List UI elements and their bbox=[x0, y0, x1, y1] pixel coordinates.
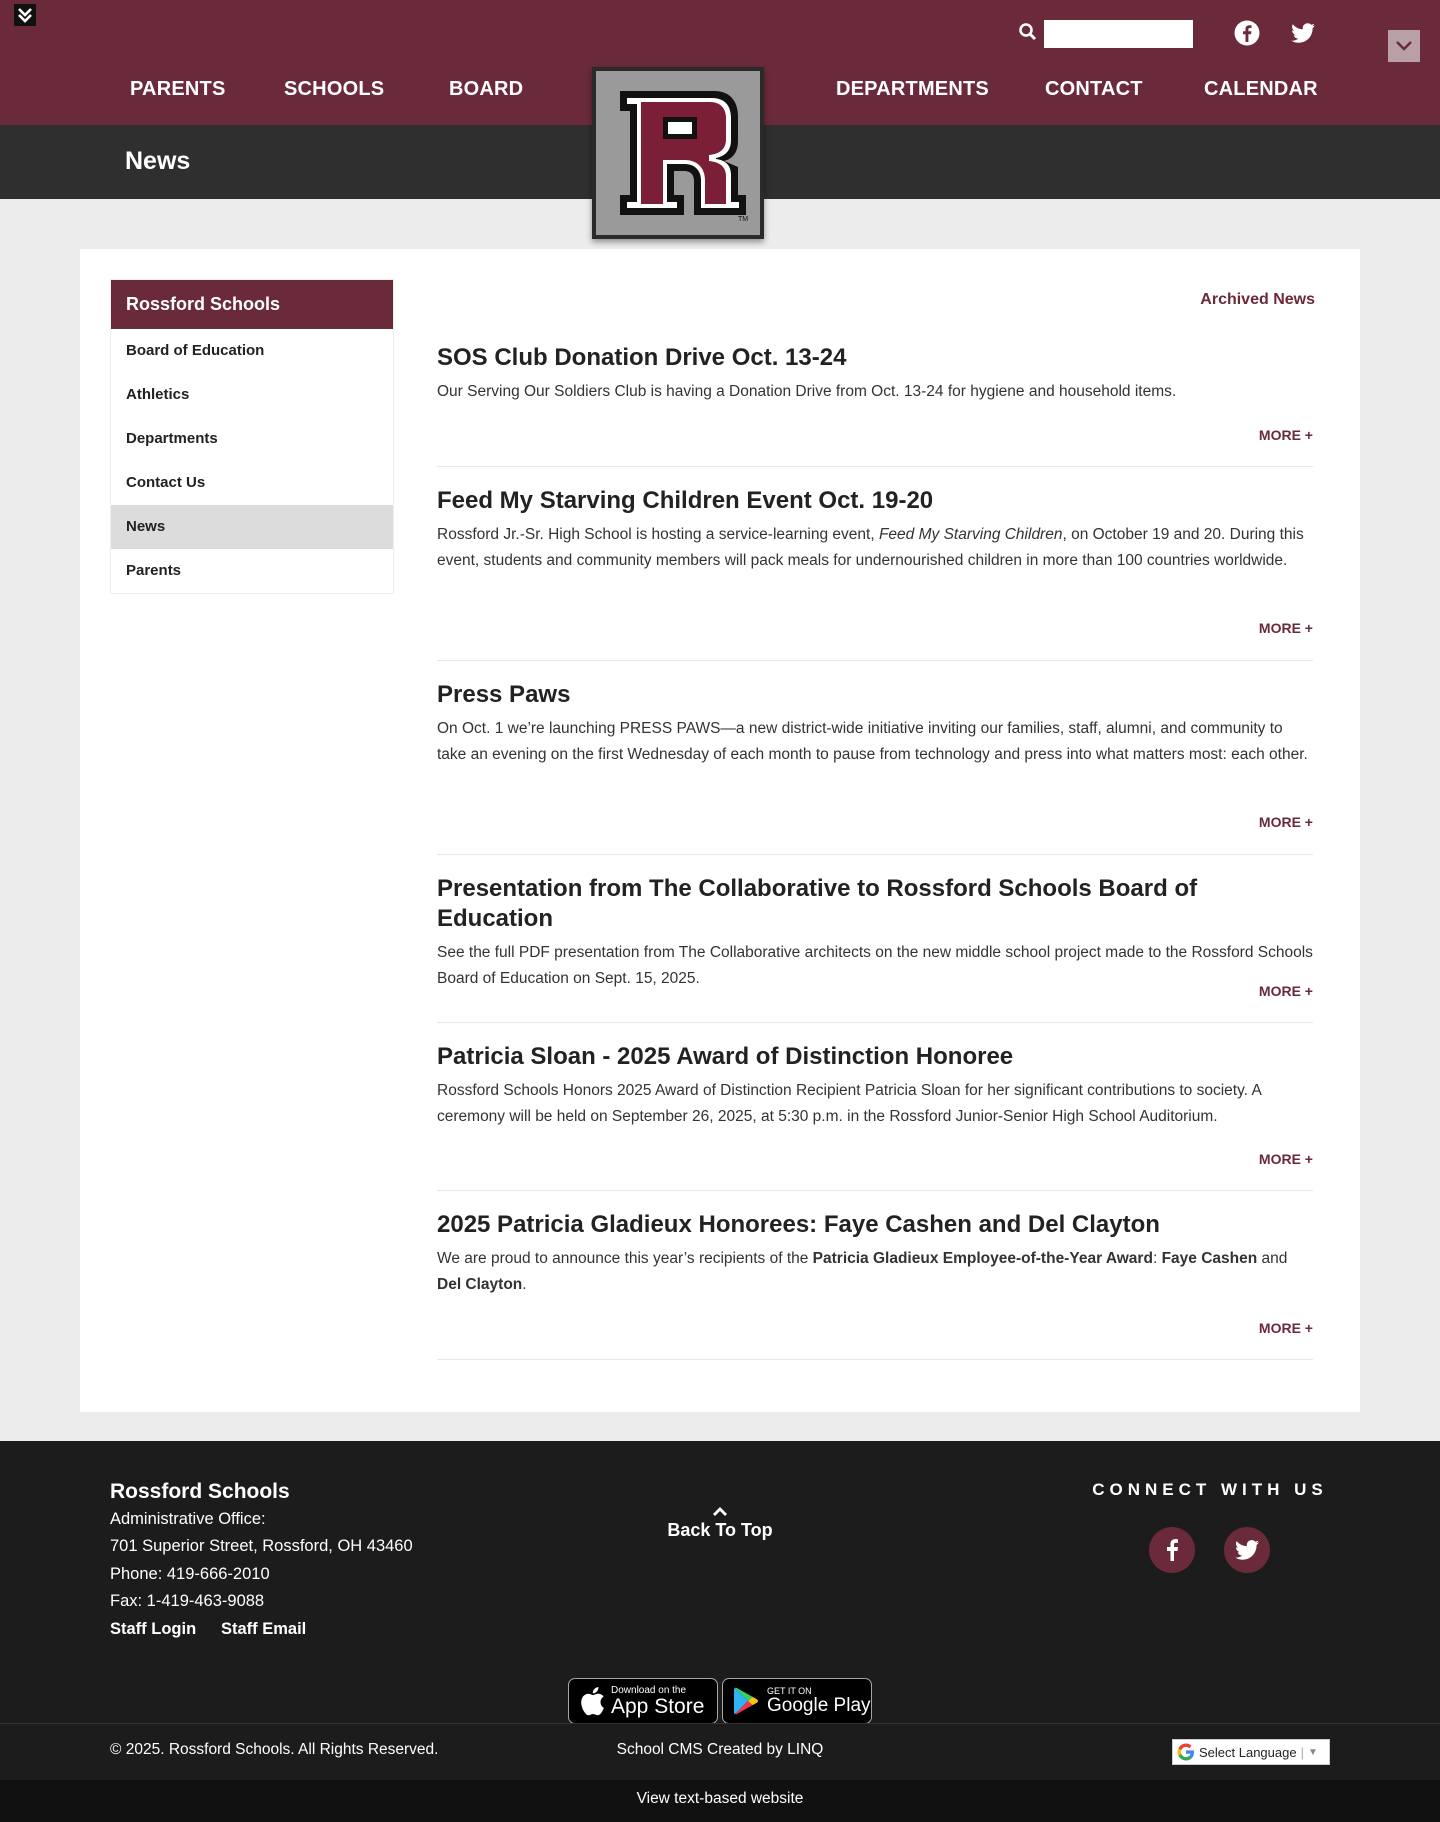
footer-phone: Phone: 419-666-2010 bbox=[110, 1565, 270, 1583]
dropdown-divider: | bbox=[1300, 1744, 1304, 1760]
news-title[interactable]: Presentation from The Collaborative to Rossford Schools Board of Education bbox=[437, 875, 1198, 932]
google-play-button[interactable] bbox=[722, 1678, 872, 1724]
sidebar-item-contact-us[interactable]: Contact Us bbox=[126, 474, 206, 491]
news-item bbox=[437, 874, 1313, 1023]
more-link[interactable]: MORE + bbox=[1258, 983, 1313, 999]
footer-fax: Fax: 1-419-463-9088 bbox=[110, 1592, 265, 1610]
news-item bbox=[437, 343, 1313, 467]
twitter-icon bbox=[1235, 1540, 1259, 1560]
language-select-label: Select Language bbox=[1199, 1744, 1297, 1760]
cms-credit-link[interactable]: School CMS Created by LINQ bbox=[616, 1741, 824, 1758]
archived-news-link[interactable]: Archived News bbox=[1200, 291, 1315, 308]
footer-school-name: Rossford Schools bbox=[110, 1480, 290, 1503]
news-title[interactable]: 2025 Patricia Gladieux Honorees: Faye Cashen and Del Clayton bbox=[437, 1211, 1160, 1238]
apple-icon bbox=[579, 1686, 605, 1716]
news-item bbox=[437, 486, 1313, 661]
nav-contact[interactable]: CONTACT bbox=[1045, 78, 1143, 100]
news-summary: See the full PDF presentation from The Collaborative architects on the new middle school project made to the Rossford Schools Board of Education on Sept. 15, 2025. bbox=[437, 944, 1313, 987]
search-input[interactable] bbox=[1044, 20, 1193, 48]
sidebar-item-departments[interactable]: Departments bbox=[126, 430, 218, 447]
chevron-up-icon bbox=[711, 1505, 729, 1517]
more-link[interactable]: MORE + bbox=[1258, 1151, 1313, 1167]
back-to-top-label: Back To Top bbox=[667, 1520, 773, 1540]
nav-departments[interactable]: DEPARTMENTS bbox=[836, 78, 989, 100]
staff-login-link[interactable]: Staff Login bbox=[110, 1620, 197, 1638]
sidebar-nav bbox=[110, 279, 394, 594]
rossford-logo[interactable] bbox=[592, 67, 764, 239]
news-title[interactable]: Patricia Sloan - 2025 Award of Distinction Honoree bbox=[437, 1043, 1014, 1070]
connect-heading: CONNECT WITH US bbox=[1092, 1480, 1328, 1499]
more-link[interactable]: MORE + bbox=[1258, 427, 1313, 443]
facebook-icon bbox=[1165, 1539, 1179, 1561]
news-summary: Our Serving Our Soldiers Club is having a Donation Drive from Oct. 13-24 for hygiene and household items. bbox=[437, 383, 1177, 400]
app-store-button[interactable] bbox=[568, 1678, 718, 1724]
more-link[interactable]: MORE + bbox=[1258, 1320, 1313, 1336]
facebook-icon[interactable] bbox=[1232, 18, 1262, 48]
sidebar-item-parents[interactable]: Parents bbox=[126, 562, 182, 579]
google-g-icon bbox=[1177, 1743, 1195, 1761]
menu-dropdown-button[interactable] bbox=[1388, 30, 1420, 62]
skip-to-content-button[interactable] bbox=[14, 4, 36, 26]
news-summary: Rossford Jr.-Sr. High School is hosting a service-learning event, Feed My Starving Children, on October 19 and 20. During this event, students and community members will pack meals for undernourished children in more than 100 countries worldwide. bbox=[437, 526, 1304, 569]
sidebar-item-news[interactable]: News bbox=[111, 505, 393, 549]
news-title[interactable]: Feed My Starving Children Event Oct. 19-20 bbox=[437, 487, 934, 514]
svg-text:TM: TM bbox=[738, 216, 749, 223]
sidebar-heading[interactable]: Rossford Schools bbox=[111, 280, 393, 329]
footer-facebook-button[interactable] bbox=[1149, 1527, 1195, 1573]
page-title: News bbox=[125, 147, 191, 175]
staff-email-link[interactable]: Staff Email bbox=[221, 1620, 307, 1638]
twitter-icon[interactable] bbox=[1288, 18, 1318, 48]
nav-schools[interactable]: SCHOOLS bbox=[284, 78, 385, 100]
news-summary: On Oct. 1 we’re launching PRESS PAWS—a new district-wide initiative inviting our families, staff, alumni, and community to take an evening on the first Wednesday of each month to pause from technology and press into what matters most: each other. bbox=[437, 720, 1308, 763]
news-title[interactable]: SOS Club Donation Drive Oct. 13-24 bbox=[437, 344, 847, 371]
google-play-text: GET IT ON Google Play bbox=[767, 1686, 871, 1716]
app-store-text: Download on the App Store bbox=[611, 1684, 705, 1718]
nav-calendar[interactable]: CALENDAR bbox=[1204, 78, 1318, 100]
footer-twitter-button[interactable] bbox=[1224, 1527, 1270, 1573]
search-icon[interactable] bbox=[1018, 22, 1038, 42]
news-item bbox=[437, 1042, 1313, 1191]
rossford-r-logo-icon bbox=[596, 71, 760, 235]
more-link[interactable]: MORE + bbox=[1258, 814, 1313, 830]
sidebar-item-board-of-education[interactable]: Board of Education bbox=[126, 342, 265, 359]
news-summary: Rossford Schools Honors 2025 Award of Distinction Recipient Patricia Sloan for her significant contributions to society. A ceremony will be held on September 26, 2025, at 5:30 p.m. in the Rossford Junior-Senior High School Auditorium. bbox=[437, 1082, 1261, 1125]
news-title[interactable]: Press Paws bbox=[437, 681, 571, 708]
double-chevron-down-icon bbox=[17, 7, 33, 23]
nav-board[interactable]: BOARD bbox=[449, 78, 524, 100]
nav-parents[interactable]: PARENTS bbox=[130, 78, 226, 100]
footer-address: 701 Superior Street, Rossford, OH 43460 bbox=[110, 1537, 413, 1555]
google-play-icon bbox=[733, 1687, 759, 1715]
news-summary: We are proud to announce this year’s recipients of the Patricia Gladieux Employee-of-the-Year Award: Faye Cashen and Del Clayton. bbox=[437, 1250, 1288, 1293]
triangle-down-icon: ▼ bbox=[1307, 1746, 1318, 1758]
footer-office-label: Administrative Office: bbox=[110, 1510, 266, 1528]
news-item bbox=[437, 1210, 1313, 1360]
news-item bbox=[437, 680, 1313, 855]
sidebar-item-athletics[interactable]: Athletics bbox=[126, 386, 190, 403]
copyright-text: © 2025. Rossford Schools. All Rights Reserved. bbox=[110, 1741, 439, 1758]
language-select[interactable] bbox=[1172, 1739, 1330, 1765]
back-to-top-button[interactable] bbox=[650, 1505, 790, 1541]
more-link[interactable]: MORE + bbox=[1258, 620, 1313, 636]
text-based-website-link[interactable]: View text-based website bbox=[636, 1790, 804, 1807]
chevron-down-icon bbox=[1395, 40, 1413, 52]
